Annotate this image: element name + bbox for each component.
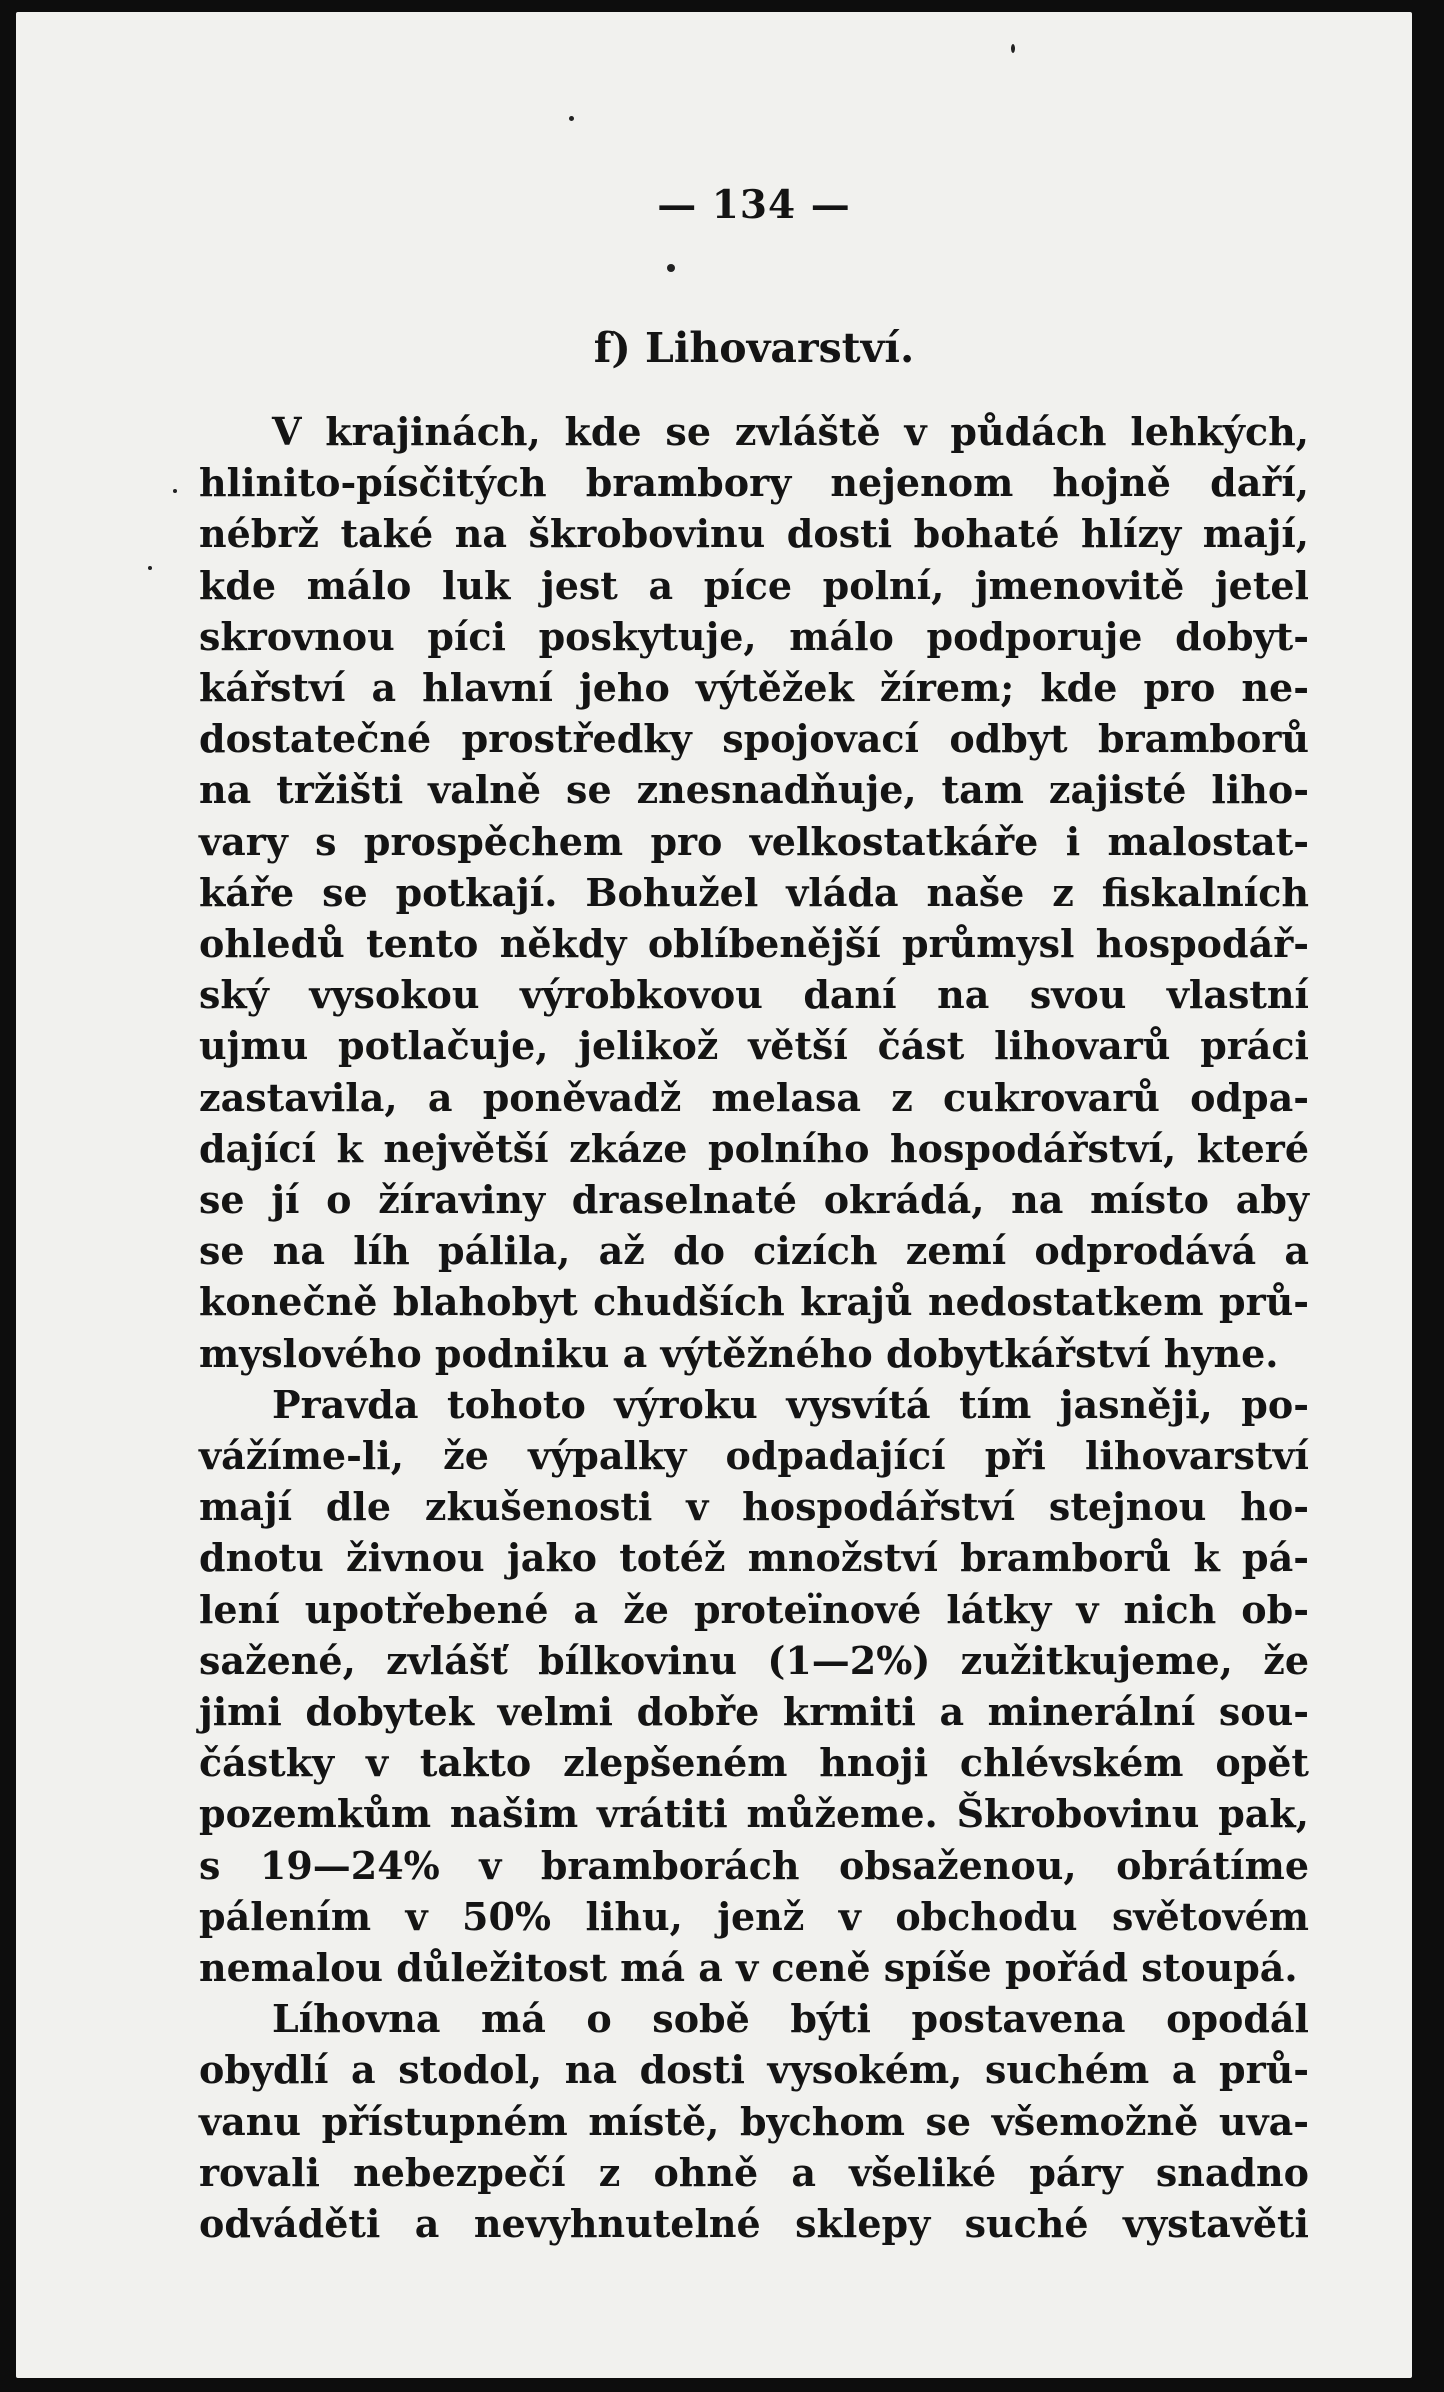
text-line: konečně blahobyt chudších krajů nedostatkem prů- (199, 1279, 1309, 1325)
text-line: ský vysokou výrobkovou daní na svou vlastní (199, 972, 1309, 1018)
text-line: dostatečné prostředky spojovací odbyt bramborů (199, 716, 1309, 762)
print-speck (1011, 44, 1015, 53)
text-line: obydlí a stodol, na dosti vysokém, suchém a prů- (199, 2047, 1309, 2093)
text-line: kářství a hlavní jeho výtěžek žírem; kde pro ne- (199, 665, 1309, 710)
print-speck (569, 116, 574, 121)
book-page (16, 12, 1412, 2378)
text-line: Pravda tohoto výroku vysvítá tím jasněji, po- (272, 1381, 1309, 1427)
text-line: zastavila, a poněvadž melasa z cukrovarů odpa- (199, 1074, 1309, 1120)
text-line: nébrž také na škrobovinu dosti bohaté hlízy mají, (199, 511, 1309, 557)
text-line: ujmu potlačuje, jelikož větší část lihovarů práci (199, 1023, 1309, 1069)
print-speck (173, 489, 177, 493)
text-line: pálením v 50% lihu, jenž v obchodu světovém (199, 1893, 1309, 1939)
text-line: mají dle zkušenosti v hospodářství stejnou ho- (199, 1484, 1309, 1530)
text-line: se jí o žíraviny draselnaté okrádá, na místo aby (199, 1177, 1309, 1222)
text-line: dající k největší zkáze polního hospodářství, které (199, 1125, 1309, 1171)
text-line: káře se potkají. Bohužel vláda naše z fiskalních (199, 869, 1309, 915)
text-line: vary s prospěchem pro velkostatkáře i malostat- (199, 818, 1309, 864)
text-line: částky v takto zlepšeném hnoji chlévském opět (199, 1740, 1309, 1786)
text-line: sažené, zvlášť bílkovinu (1—2%) zužitkujeme, že (199, 1637, 1309, 1683)
print-speck (667, 264, 675, 272)
text-line: kde málo luk jest a píce polní, jmenovitě jetel (199, 562, 1309, 608)
text-line: V krajinách, kde se zvláště v půdách lehkých, (272, 409, 1309, 454)
text-line: se na líh pálila, až do cizích zemí odprodává a (199, 1228, 1309, 1274)
text-line: s 19—24% v bramborách obsaženou, obrátíme (199, 1842, 1309, 1888)
text-line: myslového podniku a výtěžného dobytkářství hyne. (199, 1330, 1279, 1376)
print-speck (148, 566, 152, 570)
text-line: skrovnou píci poskytuje, málo podporuje dobyt- (199, 613, 1309, 659)
text-line: rovali nebezpečí z ohně a všeliké páry snadno (199, 2149, 1309, 2195)
text-line: lení upotřebené a že proteïnové látky v nich ob- (199, 1586, 1309, 1632)
text-line: pozemkům našim vrátiti můžeme. Škrobovinu pak, (199, 1791, 1309, 1837)
text-line: ohledů tento někdy oblíbenější průmysl hospodář- (199, 921, 1309, 966)
text-line: vanu přístupném místě, bychom se všemožně uva- (199, 2098, 1309, 2144)
text-line: jimi dobytek velmi dobře krmiti a minerální sou- (199, 1689, 1309, 1734)
text-line: hlinito-písčitých brambory nejenom hojně daří, (199, 460, 1309, 506)
text-line: na tržišti valně se znesnadňuje, tam zajisté liho- (199, 767, 1309, 813)
text-line: odváděti a nevyhnutelné sklepy suché vystavěti (199, 2201, 1309, 2246)
page-number: — 134 — (657, 182, 851, 228)
text-line: vážíme-li, že výpalky odpadající při lihovarství (199, 1433, 1309, 1478)
text-line: dnotu živnou jako totéž množství bramborů k pá- (199, 1535, 1309, 1581)
text-line: Líhovna má o sobě býti postavena opodál (272, 1996, 1309, 2042)
section-heading: f) Lihovarství. (593, 324, 915, 372)
text-line: nemalou důležitost má a v ceně spíše pořád stoupá. (199, 1945, 1298, 1990)
